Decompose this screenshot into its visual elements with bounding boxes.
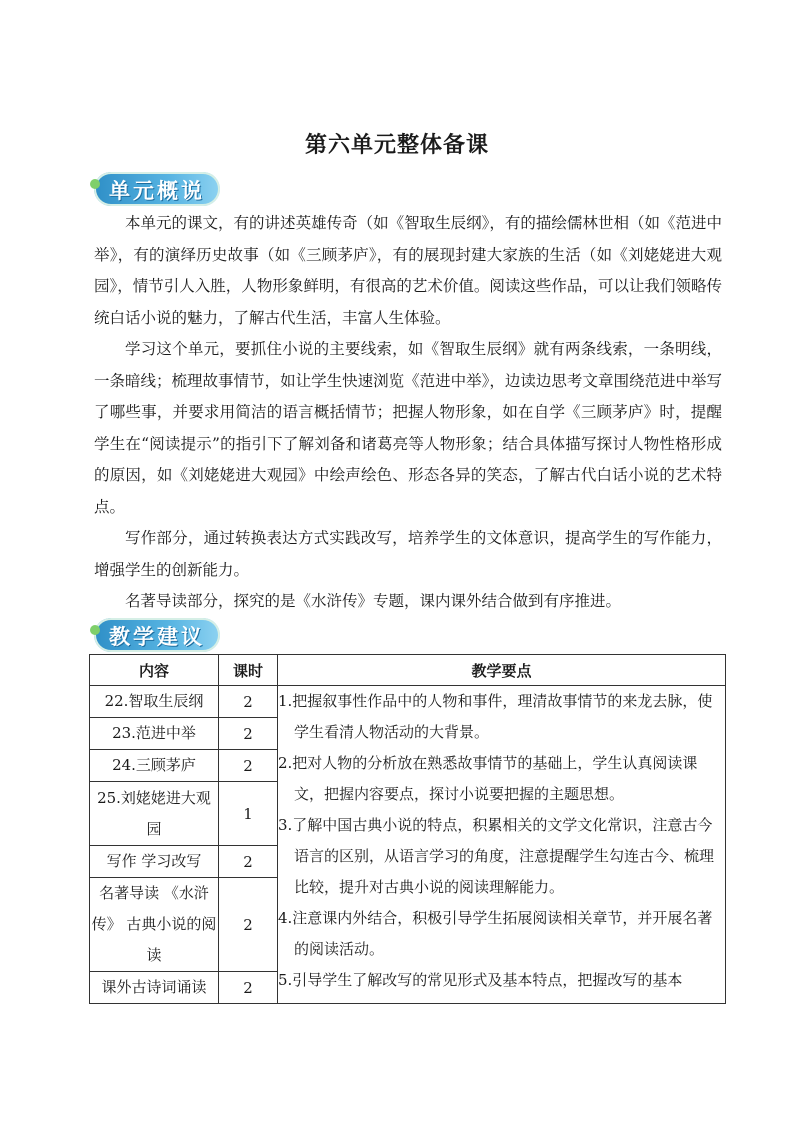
overview-paragraph-2: 学习这个单元，要抓住小说的主要线索，如《智取生辰纲》就有两条线索，一条明线，一条暗线；梳理故事情节，如让学生快速浏览《范进中举》，边读边思考文章围绕范进中举写了哪些事，并要求用简洁的语言概括情节；把握人物形象，如在自学《三顾茅庐》时，提醒学生在“阅读提示”的指引下了解刘备和诸葛亮等人物形象；结合具体描写探讨人物性格形成的原因，如《刘姥姥进大观园》中绘声绘色、形态各异的笑态，了解古代白话小说的艺术特点。 [94, 340, 722, 516]
row-hours: 2 [219, 686, 278, 718]
teaching-plan-table [89, 654, 726, 1004]
row-hours: 2 [219, 750, 278, 782]
badge-label: 单元概说 [109, 178, 205, 203]
section-badge-teaching-suggestions [94, 618, 220, 652]
row-content: 名著导读 《水浒传》 古典小说的阅读 [90, 878, 219, 972]
key-point-1: 1.把握叙事性作品中的人物和事件，理清故事情节的来龙去脉，使学生看清人物活动的大背景。 [278, 692, 713, 741]
row-hours: 2 [219, 972, 278, 1004]
key-point-4: 4.注意课内外结合，积极引导学生拓展阅读相关章节，并开展名著的阅读活动。 [278, 909, 713, 958]
header-content: 内容 [90, 655, 219, 686]
overview-paragraph-1: 本单元的课文，有的讲述英雄传奇（如《智取生辰纲》，有的描绘儒林世相（如《范进中举》，有的演绎历史故事（如《三顾茅庐》，有的展现封建大家族的生活（如《刘姥姥进大观园》，情节引人入胜，人物形象鲜明，有很高的艺术价值。阅读这些作品，可以让我们领略传统白话小说的魅力，了解古代生活，丰富人生体验。 [94, 214, 722, 327]
header-hours: 课时 [219, 655, 278, 686]
key-point-2: 2.把对人物的分析放在熟悉故事情节的基础上，学生认真阅读课文，把握内容要点，探讨小说要把握的主题思想。 [278, 754, 698, 803]
overview-paragraph-3: 写作部分，通过转换表达方式实践改写，培养学生的文体意识，提高学生的写作能力，增强学生的创新能力。 [94, 529, 722, 579]
row-content: 22.智取生辰纲 [90, 686, 219, 718]
key-points-cell [278, 686, 726, 1004]
overview-paragraph-4: 名著导读部分，探究的是《水浒传》专题，课内课外结合做到有序推进。 [125, 592, 622, 610]
row-content: 23.范进中举 [90, 718, 219, 750]
badge-label: 教学建议 [109, 624, 205, 649]
key-point-5: 5.引导学生了解改写的常见形式及基本特点，把握改写的基本 [278, 971, 683, 989]
page-title: 第六单元整体备课 [304, 132, 489, 158]
table-header-row [90, 655, 726, 686]
row-hours: 2 [219, 846, 278, 878]
section-badge-unit-overview [94, 172, 220, 206]
row-content: 25.刘姥姥进大观园 [90, 782, 219, 846]
row-content: 写作 学习改写 [90, 846, 219, 878]
row-hours: 1 [219, 782, 278, 846]
header-key-points: 教学要点 [278, 655, 726, 686]
row-hours: 2 [219, 718, 278, 750]
table-row [90, 686, 726, 718]
row-content: 课外古诗词诵读 [90, 972, 219, 1004]
row-content: 24.三顾茅庐 [90, 750, 219, 782]
row-hours: 2 [219, 878, 278, 972]
key-point-3: 3.了解中国古典小说的特点，积累相关的文学文化常识，注意古今语言的区别，从语言学习的角度，注意提醒学生勾连古今、梳理比较，提升对古典小说的阅读理解能力。 [278, 816, 715, 896]
